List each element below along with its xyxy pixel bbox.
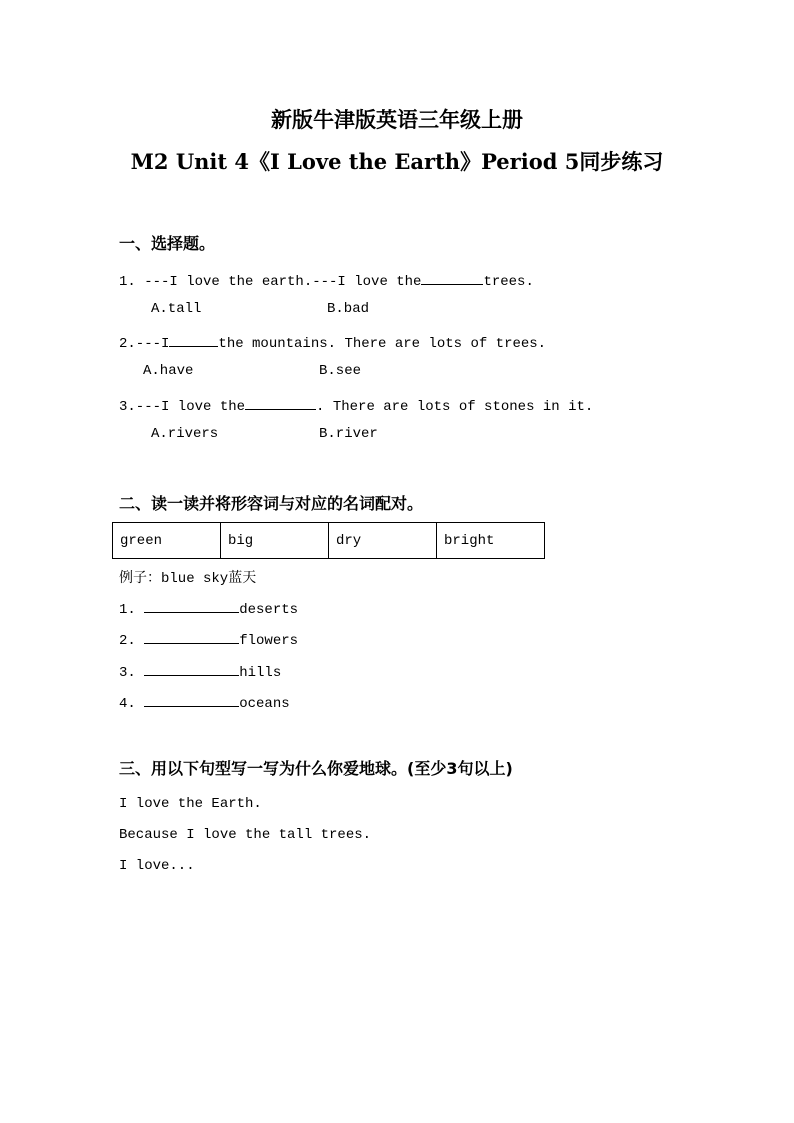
answer-blank bbox=[245, 395, 316, 410]
worksheet-subtitle: M2 Unit 4《I Love the Earth》Period 5同步练习 bbox=[130, 149, 664, 174]
question-2 bbox=[119, 332, 546, 352]
match-item-3 bbox=[119, 661, 281, 681]
match-item-2 bbox=[119, 629, 298, 649]
match-item-noun: hills bbox=[239, 665, 282, 681]
match-item-number: 1. bbox=[119, 602, 136, 618]
sentence-line-3: I love... bbox=[119, 858, 195, 874]
question-2-prefix: 2.---I bbox=[119, 336, 170, 352]
match-item-1 bbox=[119, 598, 298, 618]
question-1-option-a: A.tall bbox=[151, 301, 202, 317]
section2-heading: 二、读一读并将形容词与对应的名词配对。 bbox=[119, 494, 424, 513]
sentence-line-1: I love the Earth. bbox=[119, 796, 262, 812]
worksheet-title: 新版牛津版英语三年级上册 bbox=[271, 107, 523, 132]
question-3-option-a: A.rivers bbox=[151, 426, 219, 442]
example-line: 例子：blue sky蓝天 bbox=[119, 571, 257, 587]
match-item-number: 3. bbox=[119, 665, 136, 681]
table-cell: big bbox=[221, 523, 329, 559]
question-1-suffix: trees. bbox=[483, 274, 534, 290]
question-3-option-b: B.river bbox=[319, 426, 378, 442]
question-2-option-a: A.have bbox=[143, 363, 194, 379]
section3-heading: 三、用以下句型写一写为什么你爱地球。(至少3句以上) bbox=[119, 759, 513, 778]
question-1 bbox=[119, 270, 534, 290]
sentence-line-2: Because I love the tall trees. bbox=[119, 827, 372, 843]
match-item-noun: flowers bbox=[239, 633, 299, 649]
match-item-noun: oceans bbox=[239, 696, 290, 712]
answer-blank bbox=[421, 270, 483, 285]
table-cell: green bbox=[113, 523, 221, 559]
question-2-suffix: the mountains. There are lots of trees. bbox=[218, 336, 547, 352]
question-3-prefix: 3.---I love the bbox=[119, 399, 246, 415]
question-3 bbox=[119, 395, 593, 415]
question-2-option-b: B.see bbox=[319, 363, 362, 379]
match-item-4 bbox=[119, 692, 290, 712]
match-item-noun: deserts bbox=[239, 602, 299, 618]
adjective-table bbox=[112, 522, 545, 559]
match-item-number: 2. bbox=[119, 633, 136, 649]
question-3-suffix: . There are lots of stones in it. bbox=[316, 399, 594, 415]
table-row bbox=[113, 523, 545, 559]
section1-heading: 一、选择题。 bbox=[119, 234, 216, 253]
answer-blank bbox=[144, 692, 239, 707]
question-1-prefix: 1. ---I love the earth.---I love the bbox=[119, 274, 422, 290]
table-cell: dry bbox=[329, 523, 437, 559]
answer-blank bbox=[144, 629, 239, 644]
answer-blank bbox=[169, 332, 218, 347]
answer-blank bbox=[144, 661, 239, 676]
match-item-number: 4. bbox=[119, 696, 136, 712]
table-cell: bright bbox=[437, 523, 545, 559]
answer-blank bbox=[144, 598, 239, 613]
question-1-option-b: B.bad bbox=[327, 301, 370, 317]
